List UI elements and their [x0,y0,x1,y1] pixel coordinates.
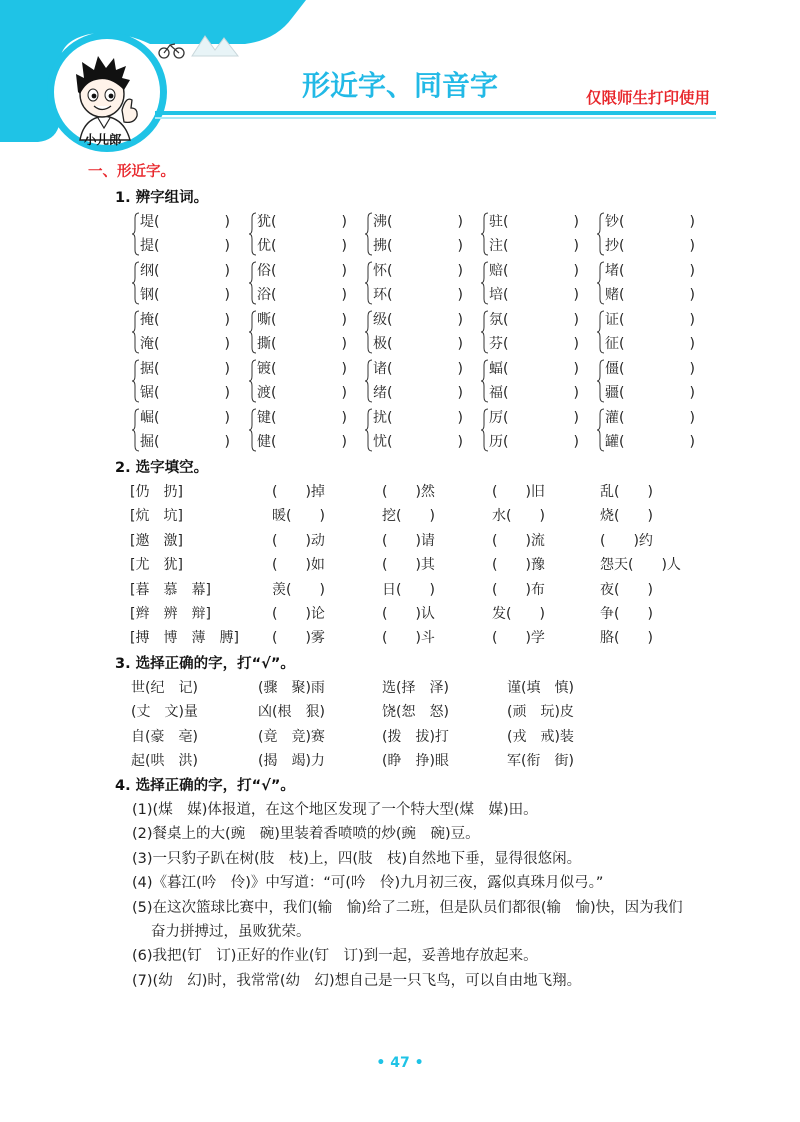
word-char: 堵( [605,263,625,279]
close-paren: ) [457,214,463,230]
word-char: 掘( [140,434,160,450]
blank-item: ( )请 [382,532,435,549]
word-blank [373,234,463,258]
brace [481,261,489,305]
close-paren: ) [689,336,695,352]
blank-item: ( )约 [600,532,653,549]
choice-item: (丈 文)量 [131,704,198,721]
brace [249,408,257,452]
header-rule-light [155,117,716,119]
choice-table [0,676,800,774]
brace [597,359,605,403]
blank-item: 挖( ) [382,508,435,525]
char-options: [辫 辨 辩] [130,605,211,622]
close-paren: ) [341,263,347,279]
close-paren: ) [341,385,347,401]
close-paren: ) [341,361,347,377]
word-blank [257,430,347,454]
close-paren: ) [689,263,695,279]
brace [481,212,489,256]
word-blank [489,357,579,381]
word-pair-group [481,210,579,258]
word-blank [605,332,695,356]
word-blank [373,308,463,332]
word-char: 抄( [605,238,625,254]
word-blank [605,234,695,258]
word-char: 键( [257,410,277,426]
word-char: 环( [373,287,393,303]
fill-blank-row [0,480,800,504]
fill-blank-row [0,504,800,528]
close-paren: ) [341,410,347,426]
word-blank [489,259,579,283]
word-pair-group [249,406,347,454]
word-char: 培( [489,287,509,303]
word-char: 犹( [257,214,277,230]
word-blank [140,210,230,234]
word-pair-group [597,406,695,454]
close-paren: ) [689,287,695,303]
brace [365,212,373,256]
sentence-item: (1)(煤 媒)体报道，在这个地区发现了一个特大型(煤 媒)田。 [132,802,538,818]
page-number: • 47 • [376,1055,424,1071]
close-paren: ) [341,434,347,450]
brace [249,310,257,354]
choice-item: (顽 玩)皮 [507,704,574,721]
close-paren: ) [573,214,579,230]
word-blank [140,308,230,332]
close-paren: ) [573,434,579,450]
word-blank [257,308,347,332]
choice-row [0,749,800,773]
word-pair-group [481,308,579,356]
fill-blank-row [0,578,800,602]
choice-item: (骤 聚)雨 [258,680,325,696]
header-cyan-shape [0,0,306,152]
word-char: 沸( [373,214,393,230]
word-blank [489,381,579,405]
word-char: 征( [605,336,625,352]
word-blank [605,430,695,454]
word-char: 撕( [257,336,277,352]
fill-blank-row [0,602,800,626]
word-blank [140,234,230,258]
word-char: 锯( [140,385,160,401]
word-blank [489,210,579,234]
sentence-item: (7)(幼 幻)时，我常常(幼 幻)想自己是一只飞鸟，可以自由地飞翔。 [132,972,582,989]
word-char: 罐( [605,434,625,450]
brace [132,408,140,452]
blank-item: ( )认 [382,605,435,622]
word-blank [605,381,695,405]
brace [597,212,605,256]
page-title: 形近字、同音字 [301,69,498,102]
word-blank [373,430,463,454]
choice-item: 自(豪 亳) [131,728,198,745]
close-paren: ) [457,287,463,303]
word-blank [489,234,579,258]
brace [249,261,257,305]
brace [249,212,257,256]
close-paren: ) [457,263,463,279]
close-paren: ) [341,287,347,303]
close-paren: ) [224,361,230,377]
word-blank [489,308,579,332]
close-paren: ) [573,336,579,352]
choice-item: 世(纪 记) [131,680,198,696]
fill-blank-row [0,529,800,553]
close-paren: ) [457,385,463,401]
sentence-item: (6)我把(钉 订)正好的作业(钉 订)到一起，妥善地存放起来。 [132,948,538,965]
word-blank [605,259,695,283]
question-title: 4. 选择正确的字，打“√”。 [115,778,295,794]
brace [365,261,373,305]
word-blank [140,357,230,381]
word-pair-group [365,406,463,454]
word-char: 历( [489,434,509,450]
print-notice: 仅限师生打印使用 [586,89,711,107]
word-pair-group [365,259,463,307]
word-char: 浴( [257,287,277,303]
word-char: 忧( [373,434,393,450]
word-pair-group [132,210,230,258]
close-paren: ) [689,214,695,230]
word-char: 渡( [257,385,277,401]
word-blank [257,357,347,381]
word-blank [605,210,695,234]
mascot-label: 小儿郎 [84,132,122,147]
sentence-item: (3)一只豹子趴在树(肢 枝)上，四(肢 枝)自然地下垂，显得很悠闲。 [132,850,582,867]
choice-item: 起(哄 洪) [131,753,198,770]
close-paren: ) [341,312,347,328]
word-blank [257,234,347,258]
close-paren: ) [224,336,230,352]
word-pair-group [132,308,230,356]
word-pair-group [365,210,463,258]
brace [365,408,373,452]
brace [365,310,373,354]
blank-item: ( )豫 [492,557,545,574]
section-title: 一、形近字。 [88,164,175,180]
blank-item: ( )旧 [492,484,545,500]
char-options: [仍 扔] [130,484,183,500]
word-blank [257,210,347,234]
word-pair-group [132,357,230,405]
close-paren: ) [573,238,579,254]
close-paren: ) [224,263,230,279]
word-blank [373,283,463,307]
word-char: 证( [605,312,625,328]
choice-item: (拨 拔)打 [382,728,449,745]
word-blank [373,332,463,356]
close-paren: ) [341,214,347,230]
char-options: [炕 坑] [130,508,183,525]
close-paren: ) [573,263,579,279]
word-char: 驻( [489,214,509,230]
blank-item: 夜( ) [600,581,653,598]
fill-blank-row [0,553,800,577]
blank-item: 暖( ) [272,508,325,525]
word-pair-group [365,357,463,405]
choice-row [0,725,800,749]
close-paren: ) [224,434,230,450]
word-char: 据( [140,361,160,377]
word-char: 氛( [489,312,509,328]
word-char: 疆( [605,385,625,401]
close-paren: ) [224,238,230,254]
blank-item: ( )论 [272,605,325,622]
close-paren: ) [689,410,695,426]
blank-item: 争( ) [600,605,653,622]
question-title: 3. 选择正确的字，打“√”。 [115,656,295,672]
word-char: 淹( [140,336,160,352]
blank-item: 乱( ) [600,484,653,500]
close-paren: ) [457,434,463,450]
word-pair-group [132,406,230,454]
word-char: 诸( [373,361,393,377]
word-blank [605,357,695,381]
word-blank [257,406,347,430]
choice-item: (戎 戒)装 [507,728,574,745]
close-paren: ) [224,410,230,426]
word-char: 灌( [605,410,625,426]
fill-blank-row [0,626,800,650]
word-pair-group [481,406,579,454]
word-char: 极( [373,336,393,352]
word-pair-group [481,259,579,307]
close-paren: ) [457,312,463,328]
blank-item: ( )其 [382,557,435,574]
word-blank [140,283,230,307]
close-paren: ) [341,336,347,352]
word-char: 钞( [605,214,625,230]
close-paren: ) [689,312,695,328]
close-paren: ) [573,361,579,377]
brace [249,359,257,403]
word-char: 优( [257,238,277,254]
brace [132,310,140,354]
choice-row [0,700,800,724]
word-char: 纲( [140,263,160,279]
word-blank [373,406,463,430]
choice-item: 选(择 泽) [382,680,449,696]
close-paren: ) [341,238,347,254]
word-pair-group [597,308,695,356]
close-paren: ) [689,385,695,401]
blank-item: ( )雾 [272,630,325,647]
blank-item: 烧( ) [600,508,653,525]
brace [597,261,605,305]
close-paren: ) [457,361,463,377]
word-blank [257,332,347,356]
close-paren: ) [224,287,230,303]
close-paren: ) [457,238,463,254]
word-pair-group [249,357,347,405]
blank-item: ( )掉 [272,484,325,500]
brace [365,359,373,403]
word-pair-group [597,210,695,258]
char-options: [邀 激] [130,532,183,549]
word-char: 福( [489,385,509,401]
close-paren: ) [573,287,579,303]
brace [597,408,605,452]
word-char: 崛( [140,410,160,426]
word-char: 嘶( [257,312,277,328]
word-pair-group [249,210,347,258]
blank-item: ( )流 [492,532,545,549]
char-options: [尤 犹] [130,557,183,574]
word-char: 注( [489,238,509,254]
word-blank [140,430,230,454]
choice-item: (睁 挣)眼 [382,753,449,770]
word-pair-group [132,259,230,307]
word-pair-group [365,308,463,356]
word-blank [373,357,463,381]
fill-blank-table [0,480,800,651]
blank-item: ( )动 [272,532,325,549]
word-blank [489,283,579,307]
choice-row [0,676,800,700]
word-blank [373,381,463,405]
word-char: 钢( [140,287,160,303]
blank-item: 发( ) [492,605,545,622]
choice-item: 军(衔 街) [507,753,574,770]
blank-item: 胳( ) [600,630,653,647]
char-options: [搏 博 薄 膊] [130,630,239,647]
blank-item: 羡( ) [272,581,325,598]
sentence-item: (4)《暮江(吟 伶)》中写道：“可(吟 伶)九月初三夜，露似真珠月似弓。” [132,875,604,892]
char-options: [暮 慕 幕] [130,581,211,598]
word-blank [373,210,463,234]
word-blank [373,259,463,283]
bicycle-icon [159,44,184,58]
close-paren: ) [457,336,463,352]
word-blank [489,430,579,454]
word-pair-group [597,259,695,307]
word-char: 赌( [605,287,625,303]
sentence-item-continuation: 奋力拼搏过，虽败犹荣。 [151,923,311,940]
word-blank [140,381,230,405]
question-title: 1. 辨字组词。 [115,190,209,206]
word-char: 扰( [373,410,393,426]
word-pair-group [249,259,347,307]
sentence-item: (5)在这次篮球比赛中，我们(输 愉)给了二班，但是队员们都很(输 愉)快，因为我们 [132,899,683,916]
word-char: 僵( [605,361,625,377]
brace [481,408,489,452]
blank-item: ( )然 [382,484,435,500]
close-paren: ) [224,312,230,328]
sentence-item: (2)餐桌上的大(豌 碗)里装着香喷喷的炒(豌 碗)豆。 [132,826,480,843]
word-blank [605,283,695,307]
word-blank [257,283,347,307]
word-char: 健( [257,434,277,450]
choice-item: 饶(恕 怒) [382,704,449,721]
word-char: 怀( [373,263,393,279]
choice-item: 凶(根 狠) [258,704,325,721]
word-blank [140,332,230,356]
word-char: 赔( [489,263,509,279]
blank-item: ( )学 [492,630,545,647]
brace [132,261,140,305]
word-char: 镀( [257,361,277,377]
close-paren: ) [224,385,230,401]
word-char: 级( [373,312,393,328]
word-blank [140,259,230,283]
close-paren: ) [573,385,579,401]
blank-item: ( )布 [492,581,545,598]
word-pair-group [481,357,579,405]
word-blank [140,406,230,430]
close-paren: ) [457,410,463,426]
close-paren: ) [689,361,695,377]
word-char: 芬( [489,336,509,352]
blank-item: ( )斗 [382,630,435,647]
close-paren: ) [573,312,579,328]
close-paren: ) [224,214,230,230]
close-paren: ) [573,410,579,426]
brace [132,359,140,403]
blank-item: ( )如 [272,557,325,574]
word-char: 绪( [373,385,393,401]
close-paren: ) [689,238,695,254]
blank-item: 怨天( )人 [600,557,681,574]
blank-item: 水( ) [492,508,545,525]
sentence-list [132,798,732,993]
brace [132,212,140,256]
word-char: 拂( [373,238,393,254]
word-pair-group [597,357,695,405]
word-char: 掩( [140,312,160,328]
word-blank [489,406,579,430]
choice-item: (揭 竭)力 [258,753,325,770]
close-paren: ) [689,434,695,450]
choice-item: (竟 竞)赛 [258,728,325,745]
brace [597,310,605,354]
word-blank [257,259,347,283]
choice-item: 谨(填 慎) [507,680,574,696]
word-char: 堤( [140,214,160,230]
word-pair-group [249,308,347,356]
word-char: 蝠( [489,361,509,377]
word-char: 俗( [257,263,277,279]
word-char: 提( [140,238,160,254]
word-blank [489,332,579,356]
word-blank [605,406,695,430]
brace [481,359,489,403]
header-rule [155,111,716,115]
word-blank [605,308,695,332]
question-title: 2. 选字填空。 [115,460,209,476]
word-char: 厉( [489,410,509,426]
brace [481,310,489,354]
word-blank [257,381,347,405]
blank-item: 日( ) [382,581,435,598]
